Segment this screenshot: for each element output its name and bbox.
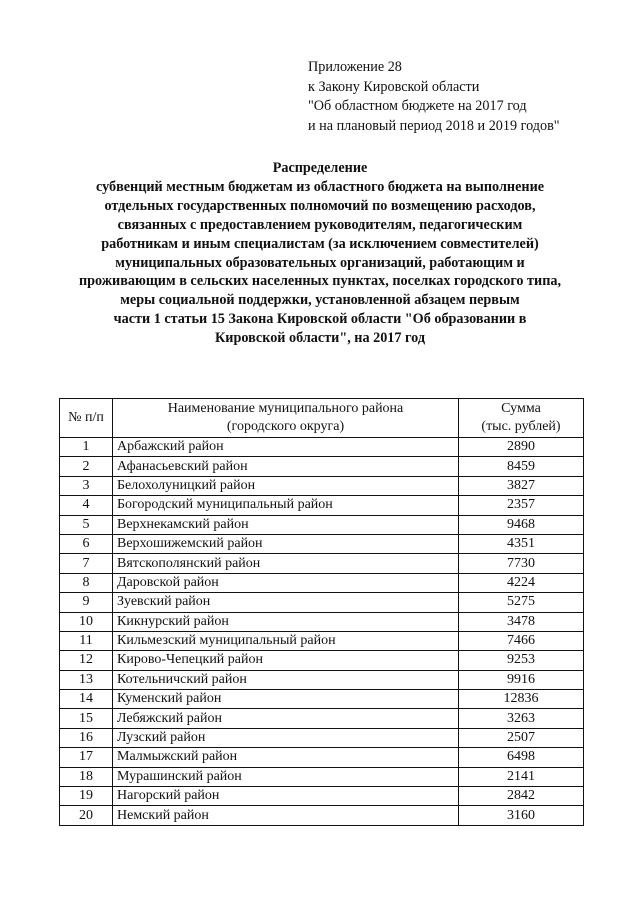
table-row <box>60 534 584 553</box>
title-line: Кировской области", на 2017 год <box>214 330 425 347</box>
table-row <box>60 787 584 806</box>
district-name: Вятскополянский район <box>113 554 459 573</box>
row-sum: 3478 <box>459 612 584 631</box>
row-sum: 8459 <box>459 457 584 476</box>
row-number: 18 <box>60 767 113 786</box>
row-number: 5 <box>60 515 113 534</box>
row-sum: 4224 <box>459 573 584 592</box>
table-row <box>60 651 584 670</box>
title-line: работникам и иным специалистам (за исключением совместителей) <box>101 235 539 252</box>
table-row <box>60 554 584 573</box>
header-name-line1: Наименование муниципального района <box>167 401 404 416</box>
row-number: 11 <box>60 631 113 650</box>
district-name: Малмыжский район <box>113 748 459 767</box>
document-title <box>40 159 600 348</box>
district-name: Куменский район <box>113 690 459 709</box>
row-number: 17 <box>60 748 113 767</box>
table-row <box>60 476 584 495</box>
row-number: 19 <box>60 787 113 806</box>
row-sum: 9253 <box>459 651 584 670</box>
district-name: Верхнекамский район <box>113 515 459 534</box>
district-name: Нагорский район <box>113 787 459 806</box>
district-name: Кильмезский муниципальный район <box>113 631 459 650</box>
row-sum: 9916 <box>459 670 584 689</box>
row-number: 1 <box>60 438 113 457</box>
table-row <box>60 631 584 650</box>
row-number: 4 <box>60 496 113 515</box>
table-row <box>60 457 584 476</box>
header-name <box>113 399 459 438</box>
table-row <box>60 767 584 786</box>
district-name: Котельничский район <box>113 670 459 689</box>
table-row <box>60 709 584 728</box>
table-row <box>60 573 584 592</box>
table-row <box>60 496 584 515</box>
title-line: субвенций местным бюджетам из областного бюджета на выполнение <box>95 178 545 195</box>
district-name: Лебяжский район <box>113 709 459 728</box>
title-line: Распределение <box>272 160 368 176</box>
appendix-line: "Об областном бюджете на 2017 год <box>308 98 527 114</box>
row-number: 6 <box>60 534 113 553</box>
appendix-line: к Закону Кировской области <box>308 78 480 95</box>
table-header-row <box>60 399 584 438</box>
row-number: 20 <box>60 806 113 825</box>
district-name: Зуевский район <box>113 593 459 612</box>
title-line: меры социальной поддержки, установленной абзацем первым <box>120 292 520 309</box>
district-name: Кирово-Чепецкий район <box>113 651 459 670</box>
table-body <box>60 438 584 826</box>
row-sum: 3160 <box>459 806 584 825</box>
row-sum: 7466 <box>459 631 584 650</box>
row-sum: 7730 <box>459 554 584 573</box>
row-sum: 2842 <box>459 787 584 806</box>
table-row <box>60 438 584 457</box>
district-name: Богородский муниципальный район <box>113 496 459 515</box>
row-sum: 2890 <box>459 438 584 457</box>
table-row <box>60 806 584 825</box>
row-sum: 2141 <box>459 767 584 786</box>
table-row <box>60 690 584 709</box>
row-sum: 9468 <box>459 515 584 534</box>
district-name: Кикнурский район <box>113 612 459 631</box>
row-sum: 4351 <box>459 534 584 553</box>
row-sum: 6498 <box>459 748 584 767</box>
table-row <box>60 612 584 631</box>
table-row <box>60 515 584 534</box>
row-sum: 5275 <box>459 593 584 612</box>
row-number: 8 <box>60 573 113 592</box>
appendix-line: Приложение 28 <box>308 59 402 75</box>
district-name: Арбажский район <box>113 438 459 457</box>
row-number: 13 <box>60 670 113 689</box>
row-sum: 2357 <box>459 496 584 515</box>
district-name: Верхошижемский район <box>113 534 459 553</box>
header-sum <box>459 399 584 438</box>
district-name: Афанасьевский район <box>113 457 459 476</box>
district-name: Немский район <box>113 806 459 825</box>
row-number: 16 <box>60 728 113 747</box>
district-name: Даровской район <box>113 573 459 592</box>
district-name: Мурашинский район <box>113 767 459 786</box>
header-sum-line1: Сумма <box>501 401 541 416</box>
row-sum: 2507 <box>459 728 584 747</box>
appendix-header <box>308 58 628 136</box>
table-row <box>60 748 584 767</box>
row-number: 3 <box>60 476 113 495</box>
row-number: 10 <box>60 612 113 631</box>
subsidy-table <box>59 398 584 826</box>
title-line: связанных с предоставлением руководителям, педагогическим <box>117 216 523 233</box>
appendix-line: и на плановый период 2018 и 2019 годов" <box>308 117 560 134</box>
district-name: Белохолуницкий район <box>113 476 459 495</box>
row-number: 9 <box>60 593 113 612</box>
header-sum-line2: (тыс. рублей) <box>481 419 561 434</box>
title-line: отдельных государственных полномочий по возмещению расходов, <box>104 197 536 214</box>
row-number: 15 <box>60 709 113 728</box>
row-number: 7 <box>60 554 113 573</box>
row-sum: 3827 <box>459 476 584 495</box>
row-sum: 12836 <box>459 690 584 709</box>
table-row <box>60 728 584 747</box>
row-sum: 3263 <box>459 709 584 728</box>
header-name-line2: (городского округа) <box>226 419 345 434</box>
table-row <box>60 593 584 612</box>
header-num: № п/п <box>60 399 113 438</box>
district-name: Лузский район <box>113 728 459 747</box>
title-line: части 1 статьи 15 Закона Кировской области "Об образовании в <box>113 311 527 328</box>
title-line: проживающим в сельских населенных пунктах, поселках городского типа, <box>78 273 562 290</box>
row-number: 12 <box>60 651 113 670</box>
row-number: 2 <box>60 457 113 476</box>
row-number: 14 <box>60 690 113 709</box>
title-line: муниципальных образовательных организаций, работающим и <box>115 254 525 271</box>
table-row <box>60 670 584 689</box>
